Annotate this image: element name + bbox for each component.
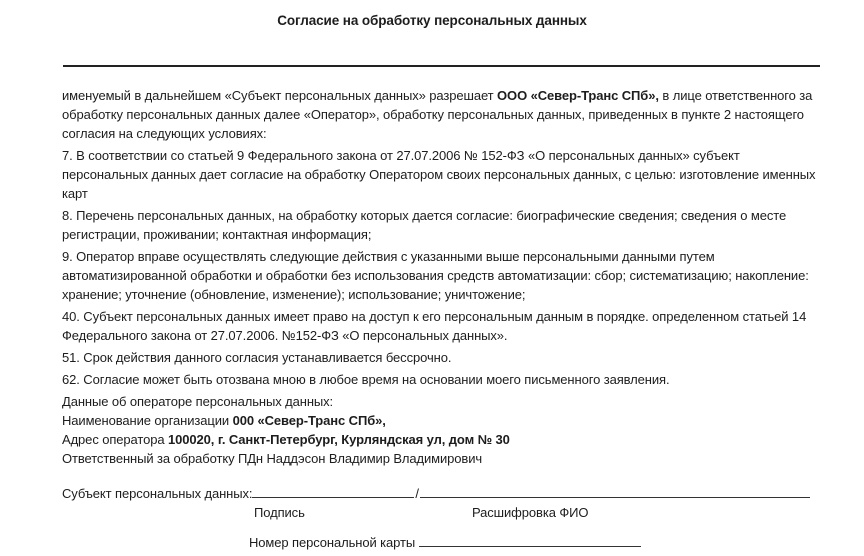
- intro-text-pre: именуемый в дальнейшем «Субъект персональных данных» разрешает: [62, 88, 498, 103]
- operator-address-value: 100020, г. Санкт-Петербург, Курляндская ул, дом № 30: [168, 432, 510, 447]
- document-title: Согласие на обработку персональных данных: [277, 13, 587, 28]
- intro-paragraph: [62, 86, 822, 143]
- clause-51: 51. Срок действия данного согласия устанавливается бессрочно.: [62, 350, 452, 365]
- signature-blank-line: [252, 485, 414, 498]
- fio-blank-line: [420, 485, 810, 498]
- card-number-label: Номер персональной карты: [249, 535, 416, 550]
- card-number-row: [62, 533, 822, 552]
- clause-62: 62. Согласие может быть отозвана мною в любое время на основании моего письменного заявления.: [62, 372, 670, 387]
- signature-separator: /: [415, 486, 419, 501]
- operator-name-line: [62, 411, 822, 430]
- clause-9: 9. Оператор вправе осуществлять следующие действия с указанными выше персональными данными путем автоматизированной обработки и обработки без использования средств автоматизации: сбор; систематизацию; накопление: хранение; уточнение (обновление, изменение); использование; уничтожение;: [62, 249, 809, 302]
- operator-info-block: [62, 392, 822, 468]
- clause-40: 40. Субъект персональных данных имеет право на доступ к его персональным данным в порядке. определенном статьей 14 Федерального закона от 27.07.2006. №152-ФЗ «О персональных данных».: [62, 309, 807, 343]
- clause-7: 7. В соответствии со статьей 9 Федерального закона от 27.07.2006 № 152-ФЗ «О персональных данных» субъект персональных данных дает согласие на обработку Оператором своих персональных данных, с целью: изготовление именных карт: [62, 148, 816, 201]
- signature-label: Субъект персональных данных:: [62, 486, 253, 501]
- signature-row: [62, 484, 822, 503]
- operator-name-label: Наименование организации: [62, 413, 233, 428]
- intro-text-post: в лице ответственного за обработку персональных данных далее «Оператор», обработку персональных данных, приведенных в пункте 2 настоящего согласия на следующих условиях:: [62, 88, 813, 141]
- operator-address-label: Адрес оператора: [62, 432, 169, 447]
- operator-heading: Данные об операторе персональных данных:: [62, 394, 334, 409]
- signature-captions-row: [62, 503, 822, 522]
- fio-caption: Расшифровка ФИО: [472, 505, 589, 520]
- header-divider-line: [63, 65, 820, 67]
- document-body: [62, 86, 822, 552]
- clause-8: 8. Перечень персональных данных, на обработку которых дается согласие: биографические сведения; сведения о месте регистрации, проживании; контактная информация;: [62, 208, 787, 242]
- operator-name-value: 000 «Север-Транс СПб»,: [232, 413, 386, 428]
- intro-organization-name: ООО «Север-Транс СПб»,: [497, 88, 659, 103]
- operator-responsible-line: Ответственный за обработку ПДн Наддэсон Владимир Владимирович: [62, 451, 483, 466]
- card-number-blank-line: [419, 534, 641, 547]
- operator-address-line: [62, 430, 822, 449]
- signature-caption: Подпись: [254, 505, 305, 520]
